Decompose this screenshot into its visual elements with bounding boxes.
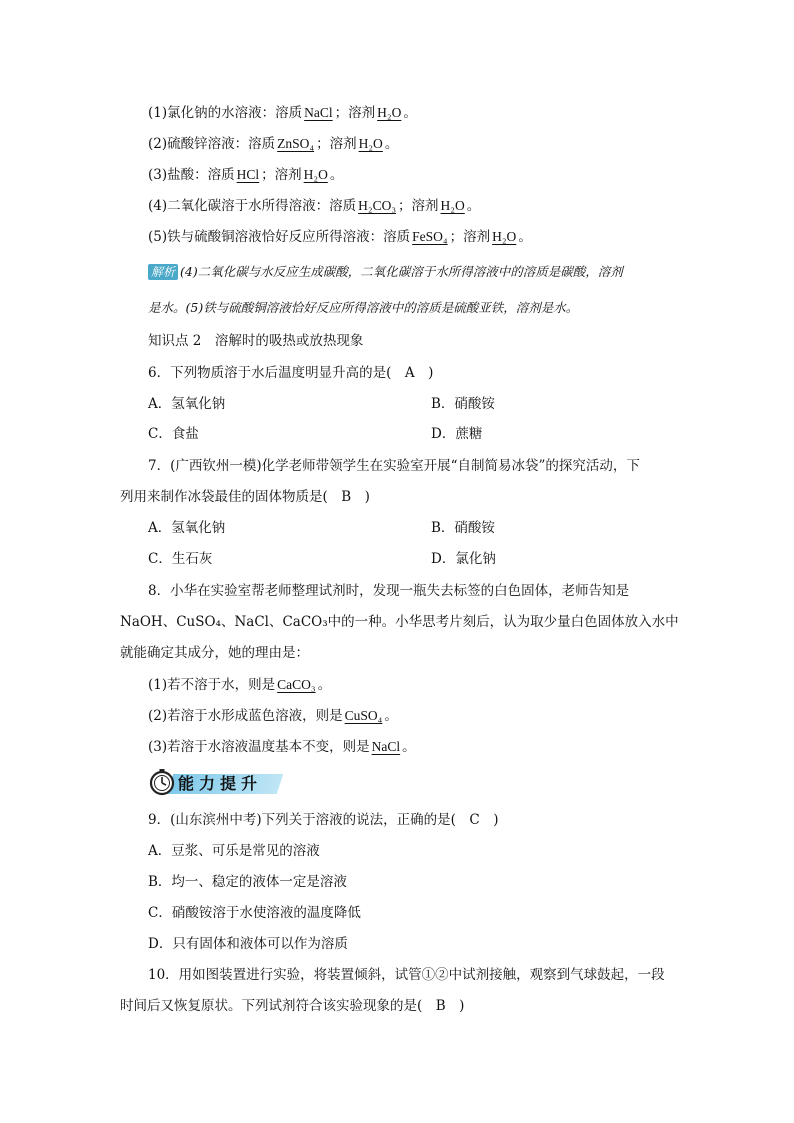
section-title: 能力提升	[178, 774, 263, 793]
answer-blank: CuSO₄	[344, 708, 383, 723]
answer-blank: NaCl	[371, 739, 401, 754]
q6-stem: 6．下列物质溶于水后温度明显升高的是( A )	[148, 365, 434, 381]
q7-option-b: B．硝酸铵	[431, 520, 495, 536]
q7-stem-line-2: 列用来制作冰袋最佳的固体物质是( B )	[120, 489, 370, 505]
section-header	[148, 768, 278, 798]
answer-blank: H₂O	[377, 105, 402, 120]
analysis-line-1: 解析 (4)二氧化碳与水反应生成碳酸，二氧化碳溶于水所得溶液中的溶质是碳酸，溶剂	[148, 262, 623, 282]
q8-part-2: (2)若溶于水形成蓝色溶液，则是 CuSO₄ 。	[148, 708, 398, 724]
q10-stem-line-2: 时间后又恢复原状。下列试剂符合该实验现象的是( B )	[120, 998, 465, 1014]
q6-option-a: A．氢氧化钠	[148, 396, 226, 412]
q5-item-4: (4)二氧化碳溶于水所得溶液：溶质 H₂CO₃ ；溶剂 H₂O 。	[148, 198, 481, 214]
answer-blank: H₂O	[492, 229, 517, 244]
q10-stem-line-1: 10．用如图装置进行实验，将装置倾斜，试管①②中试剂接触，观察到气球鼓起，一段	[148, 967, 665, 983]
q9-option-d: D．只有固体和液体可以作为溶质	[148, 936, 348, 952]
knowledge-point-heading: 知识点 2 溶解时的吸热或放热现象	[148, 333, 364, 349]
answer-blank: H₂O	[358, 136, 383, 151]
stopwatch-icon	[148, 768, 176, 796]
q6-option-b: B．硝酸铵	[431, 396, 495, 412]
q5-item-1: (1)氯化钠的水溶液：溶质 NaCl ；溶剂 H₂O 。	[148, 105, 417, 121]
q5-item-2: (2)硫酸锌溶液：溶质 ZnSO₄ ；溶剂 H₂O 。	[148, 136, 399, 152]
q9-option-c: C．硝酸铵溶于水使溶液的温度降低	[148, 905, 361, 921]
q7-option-c: C．生石灰	[148, 551, 213, 567]
q9-stem: 9．(山东滨州中考)下列关于溶液的说法，正确的是( C )	[148, 812, 499, 828]
q7-option-d: D．氯化钠	[431, 551, 496, 567]
q5-item-3: (3)盐酸：溶质 HCl ；溶剂 H₂O 。	[148, 167, 344, 183]
q5-item-5: (5)铁与硫酸铜溶液恰好反应所得溶液：溶质 FeSO₄ ；溶剂 H₂O 。	[148, 229, 532, 245]
answer-blank: ZnSO₄	[277, 136, 315, 151]
q6-option-c: C．食盐	[148, 426, 199, 442]
answer-blank: H₂CO₃	[358, 198, 397, 213]
q8-stem-line-1: 8．小华在实验室帮老师整理试剂时，发现一瓶失去标签的白色固体，老师告知是	[148, 583, 630, 599]
q9-option-b: B．均一、稳定的液体一定是溶液	[148, 874, 347, 890]
q9-option-a: A．豆浆、可乐是常见的溶液	[148, 843, 320, 859]
q8-part-1: (1)若不溶于水，则是 CaCO₃ 。	[148, 677, 332, 693]
answer-blank: CaCO₃	[277, 677, 316, 692]
q7-stem-line-1: 7．(广西钦州一模)化学老师带领学生在实验室开展“自制简易冰袋”的探究活动，下	[148, 458, 640, 474]
q8-part-3: (3)若溶于水溶液温度基本不变，则是 NaCl 。	[148, 739, 416, 755]
q8-stem-line-3: 就能确定其成分，她的理由是：	[120, 645, 309, 661]
answer-blank: H₂O	[303, 167, 328, 182]
q7-option-a: A．氢氧化钠	[148, 520, 226, 536]
q6-option-d: D．蔗糖	[431, 426, 483, 442]
answer-blank: FeSO₄	[412, 229, 448, 244]
q8-stem-line-2: NaOH、CuSO₄、NaCl、CaCO₃中的一种。小华思考片刻后，认为取少量白色固体放入水中	[120, 614, 679, 630]
answer-blank: NaCl	[304, 105, 333, 120]
analysis-line-2: 是水。(5)铁与硫酸铜溶液恰好反应所得溶液中的溶质是硫酸亚铁，溶剂是水。	[148, 300, 579, 315]
answer-blank: H₂O	[440, 198, 465, 213]
analysis-tag: 解析	[148, 264, 178, 280]
answer-blank: HCl	[236, 167, 260, 182]
